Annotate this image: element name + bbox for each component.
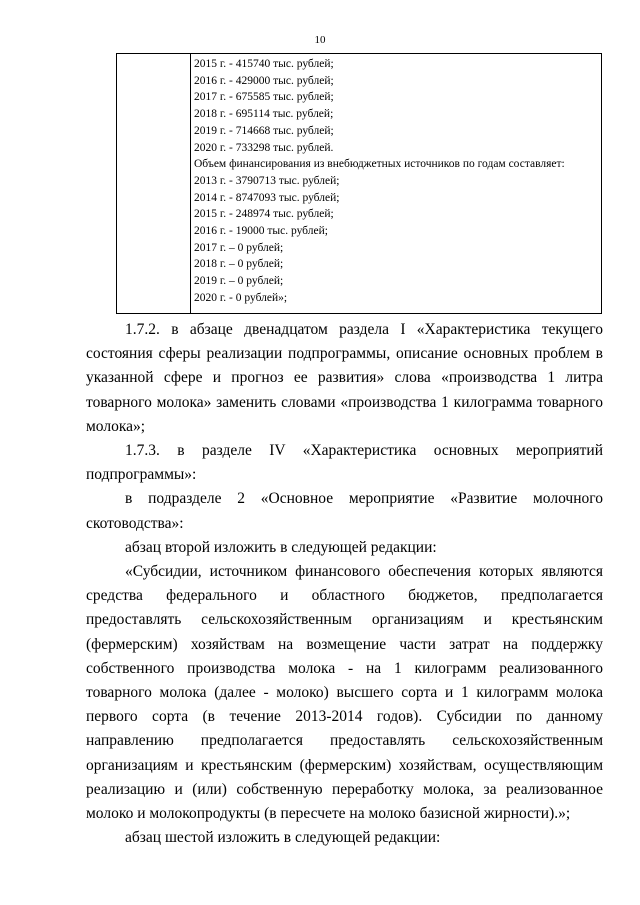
document-body [86, 318, 603, 850]
paragraph-1-7-2: 1.7.2. в абзаце двенадцатом раздела I «Характеристика текущего состояния сферы реализации подпрограммы, описание основных проблем в указанной сфере и прогноз ее развития» слова «производства 1 литра товарного молока» заменить словами «производства 1 килограмма товарного молока»; [86, 321, 603, 435]
funding-line: 2013 г. - 3790713 тыс. рублей; [194, 174, 340, 187]
funding-line: 2017 г. - 675585 тыс. рублей; [194, 91, 334, 104]
page-number: 10 [314, 34, 326, 46]
funding-line: 2015 г. - 248974 тыс. рублей; [194, 208, 334, 221]
paragraph-sixth-abzac: абзац шестой изложить в следующей редакции: [125, 829, 441, 847]
paragraph-subsection-2: в подразделе 2 «Основное мероприятие «Развитие молочного скотоводства»: [86, 490, 603, 532]
funding-line: 2015 г. - 415740 тыс. рублей; [194, 58, 334, 70]
paragraph-second-abzac: абзац второй изложить в следующей редакции: [125, 538, 437, 556]
funding-line: 2019 г. – 0 рублей; [194, 275, 284, 288]
funding-line: 2016 г. - 19000 тыс. рублей; [194, 225, 328, 238]
paragraph-subsidies-quote: «Субсидии, источником финансового обеспечения которых являются средства федерального и областного бюджетов, предполагается предоставлять сельскохозяйственным организациям и крестьянским (фермерским) хозяйствам на возмещение части затрат на поддержку собственного производства молока - на 1 килограмм реализованного товарного молока (далее - молоко) высшего сорта и 1 килограмм молока первого сорта (в течение 2013-2014 годов). Субсидии по данному направлению предполагается предоставлять сельскохозяйственным организациям и крестьянским (фермерским) хозяйствам, осуществляющим реализацию и (или) собственную переработку молока, за реализованное молоко и молокопродукты (в пересчете на молоко базисной жирности).»; [86, 563, 603, 823]
funding-line: 2018 г. - 695114 тыс. рублей; [194, 108, 334, 121]
funding-line: 2020 г. - 0 рублей»; [194, 291, 288, 304]
funding-line: 2017 г. – 0 рублей; [194, 241, 284, 254]
funding-line: 2019 г. - 714668 тыс. рублей; [194, 124, 334, 137]
funding-line: 2014 г. - 8747093 тыс. рублей; [194, 191, 340, 204]
funding-line: 2020 г. - 733298 тыс. рублей. [194, 141, 334, 154]
funding-line: 2018 г. – 0 рублей; [194, 258, 284, 271]
funding-heading: Объем финансирования из внебюджетных источников по годам составляет: [194, 158, 565, 171]
table-column-divider [190, 54, 191, 313]
paragraph-1-7-3: 1.7.3. в разделе IV «Характеристика основных мероприятий подпрограммы»: [86, 442, 603, 484]
funding-line: 2016 г. - 429000 тыс. рублей; [194, 74, 334, 87]
funding-table [116, 53, 602, 314]
table-cell-funding-values [194, 56, 597, 307]
